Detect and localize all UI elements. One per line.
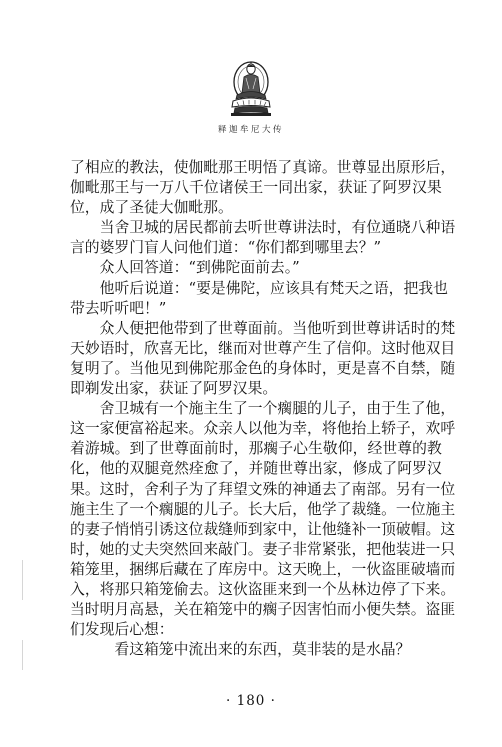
text-line: 言的婆罗门盲人问他们道：“你们都到哪里去？” (70, 239, 382, 257)
text-line: 这 一 家 便 富 裕 起 来 。 众 亲 人 以 他 为 幸 ， 将 他 抬 上 轿 子 ， 欢 呼 (70, 420, 456, 438)
text-line: 着 游 城 。 到 了 世 尊 面 前 时 ， 那 瘸 子 心 生 敬 仰 ， 经 世 尊 的 教 (70, 440, 442, 458)
running-title: 释迦牟尼大传 (217, 125, 284, 135)
scan-edge-line (22, 560, 23, 600)
text-line: 入 ， 将 那 只 箱 笼 偷 去 。 这 伙 盗 匪 来 到 一 个 丛 林 边 停 了 下 来 。 (70, 580, 456, 598)
page-number: · 180 · (226, 693, 276, 709)
text-line: 的 妻 子 悄 悄 引 诱 这 位 裁 缝 师 到 家 中 ， 让 他 缝 补 一 顶 破 帽 。 这 (70, 520, 456, 538)
text-line: 们发现后心想： (70, 621, 174, 639)
text-line: 复 明 了 。 当 他 见 到 佛 陀 那 金 色 的 身 体 时 ， 更 是 喜 不 自 禁 ， 随 (70, 359, 456, 377)
text-line: 伽 毗 那 王 与 一 万 八 千 位 诸 侯 王 一 同 出 家 ， 获 证 了 阿 罗 汉 果 (70, 179, 442, 197)
text-line: 即剃发出家，获证了阿罗汉果。 (70, 380, 278, 398)
seated-buddha-icon (225, 55, 277, 119)
text-line: 化 ， 他 的 双 腿 竟 然 痊 愈 了 ， 并 随 世 尊 出 家 ， 修 成 了 阿 罗 汉 (70, 460, 442, 478)
text-line: 施 主 生 了 一 个 瘸 腿 的 儿 子 。 长 大 后 ， 他 学 了 裁 缝 。 一 位 施 主 (70, 500, 456, 518)
text-line: 带去听听吧！” (70, 299, 167, 317)
text-line: 他 听 后 说 道 ： “ 要 是 佛 陀 ， 应 该 具 有 梵 天 之 语 ， 把 我 也 (99, 279, 448, 297)
text-line: 当 时 明 月 高 悬 ， 关 在 箱 笼 中 的 瘸 子 因 害 怕 而 小 便 失 禁 。 盗 匪 (70, 601, 456, 619)
text-line: 众人回答道：“到佛陀面前去。” (70, 259, 300, 277)
text-line: 当 舍 卫 城 的 居 民 都 前 去 听 世 尊 讲 法 时 ， 有 位 通 晓 八 种 语 (99, 219, 456, 237)
text-line: 天 妙 语 时 ， 欣 喜 无 比 ， 继 而 对 世 尊 产 生 了 信 仰 。 这 时 他 双 目 (70, 339, 456, 357)
text-line: 众 人 便 把 他 带 到 了 世 尊 面 前 。 当 他 听 到 世 尊 讲 话 时 的 梵 (99, 319, 456, 337)
text-line: 舍 卫 城 有 一 个 施 主 生 了 一 个 瘸 腿 的 儿 子 ， 由 于 生 了 他 ， (99, 400, 456, 418)
text-line: 看这箱笼中流出来的东西，莫非装的是水晶？ (70, 641, 411, 659)
body-text (70, 158, 456, 660)
text-line: 时 ， 她 的 丈 夫 突 然 回 来 敲 门 。 妻 子 非 常 紧 张 ， 把 他 装 进 一 只 (70, 540, 456, 558)
text-line: 位，成了圣徒大伽毗那。 (70, 199, 233, 217)
text-line: 果 。 这 时 ， 舍 利 子 为 了 拜 望 文 殊 的 神 通 去 了 南 部 。 另 有 一 位 (70, 480, 456, 498)
text-line: 了 相 应 的 教 法 ， 使 伽 毗 那 王 明 悟 了 真 谛 。 世 尊 显 出 原 形 后 ， (70, 159, 456, 176)
scan-edge-line (22, 640, 23, 670)
text-line: 箱 笼 里 ， 捆 绑 后 藏 在 了 库 房 中 。 这 天 晚 上 ， 一 伙 盗 匪 破 墙 而 (70, 560, 456, 578)
